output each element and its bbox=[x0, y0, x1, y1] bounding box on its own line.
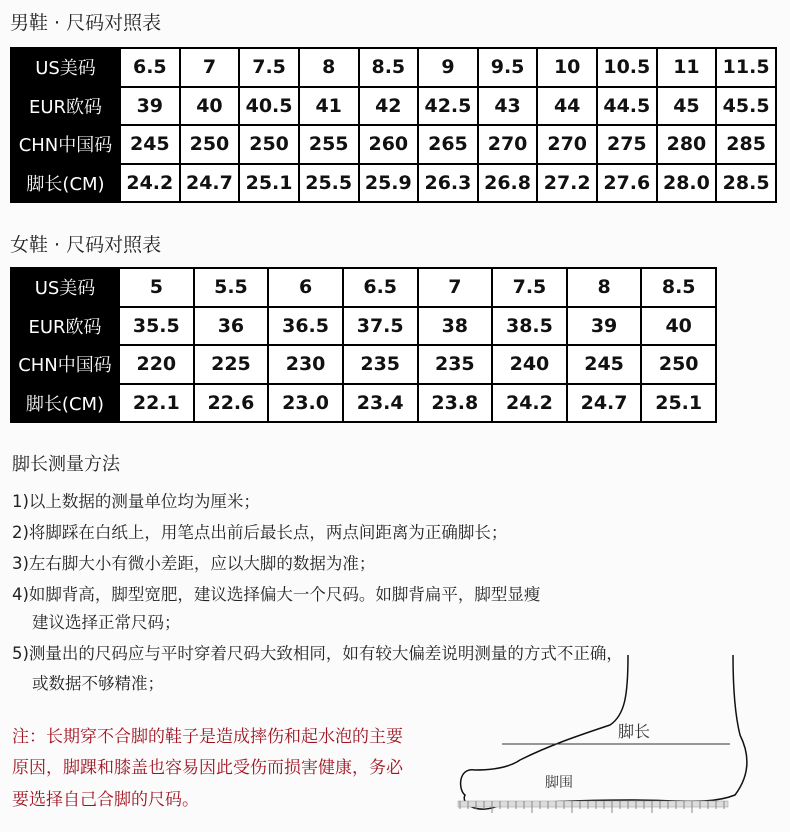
table-cell: 230 bbox=[268, 345, 343, 384]
method-line: 1)以上数据的测量单位均为厘米； bbox=[12, 492, 260, 511]
table-cell: 42.5 bbox=[418, 87, 478, 126]
table-cell: 36 bbox=[194, 307, 269, 346]
table-cell: 37.5 bbox=[343, 307, 418, 346]
women-size-title: 女鞋 · 尺码对照表 bbox=[10, 234, 162, 256]
table-cell: 38 bbox=[418, 307, 493, 346]
table-cell: 44.5 bbox=[597, 87, 657, 126]
table-cell: 45.5 bbox=[716, 87, 776, 126]
row-label: EUR欧码 bbox=[11, 307, 119, 346]
table-cell: 40 bbox=[180, 87, 240, 126]
table-cell: 8.5 bbox=[641, 268, 716, 307]
table-cell: 22.1 bbox=[119, 384, 194, 423]
table-cell: 250 bbox=[239, 125, 299, 164]
table-cell: 225 bbox=[194, 345, 269, 384]
table-cell: 220 bbox=[119, 345, 194, 384]
method-line: 或数据不够精准； bbox=[32, 674, 164, 693]
table-cell: 25.9 bbox=[359, 164, 419, 203]
row-label: CHN中国码 bbox=[11, 345, 119, 384]
men-size-title: 男鞋 · 尺码对照表 bbox=[10, 12, 162, 34]
table-row bbox=[11, 125, 776, 164]
table-cell: 25.5 bbox=[299, 164, 359, 203]
table-cell: 28.5 bbox=[716, 164, 776, 203]
table-cell: 36.5 bbox=[268, 307, 343, 346]
method-line: 2)将脚踩在白纸上，用笔点出前后最长点，两点间距离为正确脚长； bbox=[12, 523, 508, 542]
table-cell: 35.5 bbox=[119, 307, 194, 346]
table-cell: 260 bbox=[359, 125, 419, 164]
row-label: US美码 bbox=[11, 268, 119, 307]
table-row bbox=[11, 164, 776, 203]
table-cell: 38.5 bbox=[492, 307, 567, 346]
table-cell: 255 bbox=[299, 125, 359, 164]
table-cell: 7.5 bbox=[239, 48, 299, 87]
table-row bbox=[11, 384, 716, 423]
table-cell: 44 bbox=[537, 87, 597, 126]
length-label: 脚长 bbox=[618, 722, 651, 741]
table-cell: 23.8 bbox=[418, 384, 493, 423]
table-cell: 10 bbox=[537, 48, 597, 87]
table-cell: 24.7 bbox=[180, 164, 240, 203]
table-cell: 240 bbox=[492, 345, 567, 384]
table-cell: 235 bbox=[418, 345, 493, 384]
table-row bbox=[11, 48, 776, 87]
men-size-table bbox=[10, 47, 777, 203]
table-cell: 25.1 bbox=[239, 164, 299, 203]
girth-label: 脚围 bbox=[545, 775, 573, 791]
table-cell: 45 bbox=[657, 87, 717, 126]
table-cell: 23.4 bbox=[343, 384, 418, 423]
table-cell: 8 bbox=[299, 48, 359, 87]
table-cell: 7 bbox=[418, 268, 493, 307]
table-cell: 275 bbox=[597, 125, 657, 164]
method-title: 脚长测量方法 bbox=[12, 454, 120, 475]
table-row bbox=[11, 345, 716, 384]
women-size-table bbox=[10, 267, 717, 423]
table-cell: 40 bbox=[641, 307, 716, 346]
table-cell: 8.5 bbox=[359, 48, 419, 87]
table-cell: 25.1 bbox=[641, 384, 716, 423]
table-cell: 42 bbox=[359, 87, 419, 126]
table-cell: 11.5 bbox=[716, 48, 776, 87]
table-cell: 40.5 bbox=[239, 87, 299, 126]
table-cell: 250 bbox=[180, 125, 240, 164]
table-cell: 10.5 bbox=[597, 48, 657, 87]
foot-outline bbox=[461, 655, 747, 809]
row-label: US美码 bbox=[11, 48, 120, 87]
table-cell: 6 bbox=[268, 268, 343, 307]
table-cell: 6.5 bbox=[120, 48, 180, 87]
table-cell: 26.8 bbox=[478, 164, 538, 203]
table-cell: 270 bbox=[537, 125, 597, 164]
method-line: 5)测量出的尺码应与平时穿着尺码大致相同，如有较大偏差说明测量的方式不正确， bbox=[12, 644, 623, 663]
table-cell: 27.2 bbox=[537, 164, 597, 203]
table-cell: 235 bbox=[343, 345, 418, 384]
table-cell: 24.2 bbox=[492, 384, 567, 423]
row-label: EUR欧码 bbox=[11, 87, 120, 126]
table-cell: 8 bbox=[567, 268, 642, 307]
row-label: 脚长(CM) bbox=[11, 164, 120, 203]
table-cell: 24.2 bbox=[120, 164, 180, 203]
table-row bbox=[11, 307, 716, 346]
table-cell: 9.5 bbox=[478, 48, 538, 87]
table-cell: 250 bbox=[641, 345, 716, 384]
ruler bbox=[458, 801, 728, 807]
warning-note: 要选择自己合脚的尺码。 bbox=[12, 790, 199, 810]
table-cell: 24.7 bbox=[567, 384, 642, 423]
method-line: 4)如脚背高，脚型宽肥，建议选择偏大一个尺码。如脚背扁平，脚型显瘦 bbox=[12, 585, 541, 604]
table-cell: 22.6 bbox=[194, 384, 269, 423]
table-cell: 285 bbox=[716, 125, 776, 164]
table-cell: 27.6 bbox=[597, 164, 657, 203]
table-cell: 11 bbox=[657, 48, 717, 87]
table-row bbox=[11, 268, 716, 307]
table-cell: 7 bbox=[180, 48, 240, 87]
table-cell: 9 bbox=[418, 48, 478, 87]
row-label: CHN中国码 bbox=[11, 125, 120, 164]
table-cell: 6.5 bbox=[343, 268, 418, 307]
table-cell: 280 bbox=[657, 125, 717, 164]
table-cell: 5.5 bbox=[194, 268, 269, 307]
table-cell: 28.0 bbox=[657, 164, 717, 203]
table-cell: 39 bbox=[567, 307, 642, 346]
warning-note: 原因，脚踝和膝盖也容易因此受伤而损害健康，务必 bbox=[12, 758, 403, 778]
table-cell: 265 bbox=[418, 125, 478, 164]
table-cell: 26.3 bbox=[418, 164, 478, 203]
method-line: 3)左右脚大小有微小差距，应以大脚的数据为准； bbox=[12, 554, 376, 573]
table-cell: 245 bbox=[120, 125, 180, 164]
method-line: 建议选择正常尺码； bbox=[32, 613, 181, 632]
row-label: 脚长(CM) bbox=[11, 384, 119, 423]
table-cell: 5 bbox=[119, 268, 194, 307]
foot-diagram bbox=[450, 655, 790, 815]
table-cell: 23.0 bbox=[268, 384, 343, 423]
table-cell: 39 bbox=[120, 87, 180, 126]
table-cell: 245 bbox=[567, 345, 642, 384]
table-cell: 43 bbox=[478, 87, 538, 126]
table-cell: 270 bbox=[478, 125, 538, 164]
warning-note: 注：长期穿不合脚的鞋子是造成摔伤和起水泡的主要 bbox=[12, 727, 403, 747]
table-cell: 7.5 bbox=[492, 268, 567, 307]
table-row bbox=[11, 87, 776, 126]
table-cell: 41 bbox=[299, 87, 359, 126]
